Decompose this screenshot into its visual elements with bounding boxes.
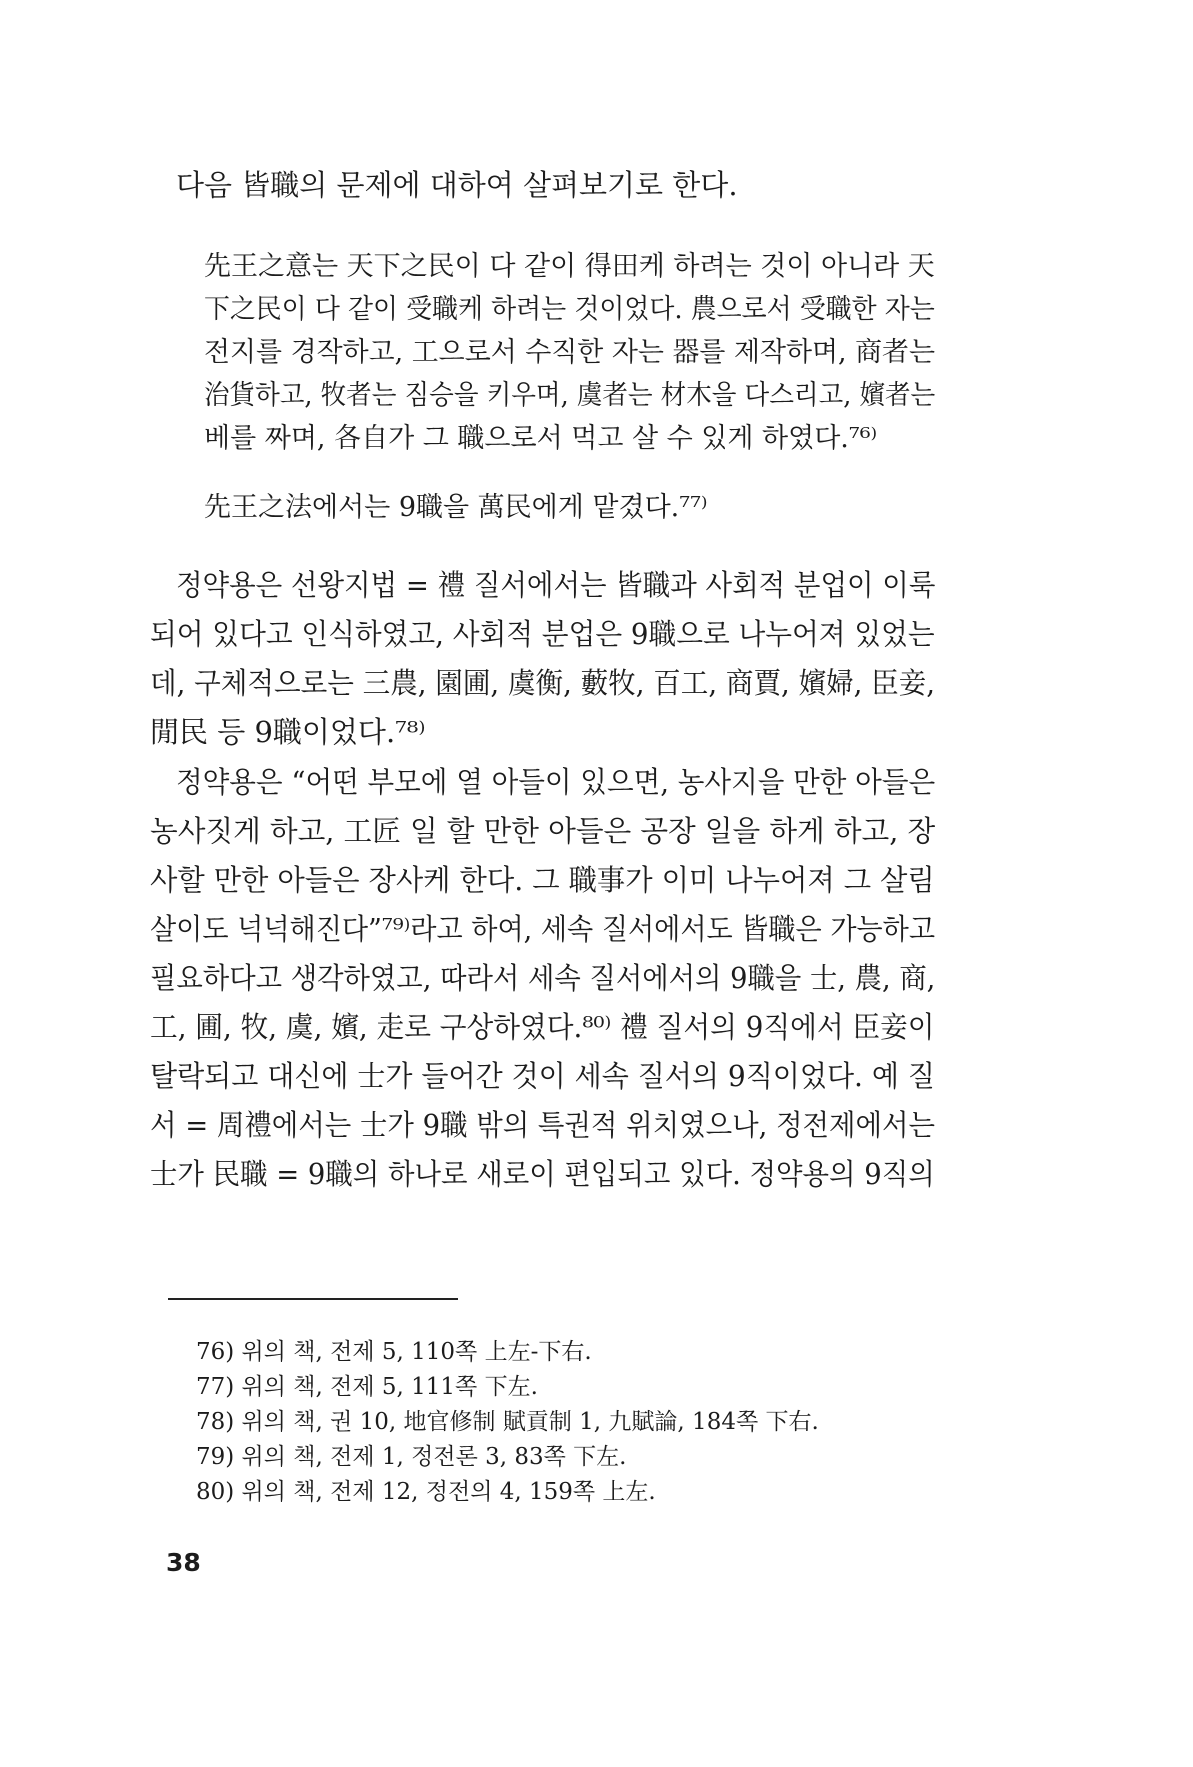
paragraph-line: 工, 圃, 牧, 虞, 嬪, 走로 구상하였다.⁸⁰⁾ 禮 질서의 9직에서 臣妾이: [150, 1010, 935, 1044]
paragraph-line: 살이도 넉넉해진다”⁷⁹⁾라고 하여, 세속 질서에서도 皆職은 가능하고: [150, 912, 936, 946]
paragraph-line: 士가 民職 = 9職의 하나로 새로이 편입되고 있다. 정약용의 9직의: [150, 1157, 935, 1191]
footnote: 77) 위의 책, 전제 5, 111쪽 下左.: [196, 1374, 538, 1400]
paragraph-line: 閒民 등 9職이었다.⁷⁸⁾: [150, 715, 426, 749]
intro-line: 다음 皆職의 문제에 대하여 살펴보기로 한다.: [176, 168, 738, 202]
footnote: 76) 위의 책, 전제 5, 110쪽 上左-下右.: [196, 1339, 592, 1365]
paragraph-line: 정약용은 선왕지법 = 禮 질서에서는 皆職과 사회적 분업이 이룩: [176, 568, 936, 602]
quote-line: 베를 짜며, 各自가 그 職으로서 먹고 살 수 있게 하였다.⁷⁶⁾: [204, 423, 878, 454]
footnote-divider: [168, 1298, 458, 1300]
footnote: 78) 위의 책, 권 10, 地官修制 賦貢制 1, 九賦論, 184쪽 下右.: [196, 1409, 819, 1435]
footnote: 80) 위의 책, 전제 12, 정전의 4, 159쪽 上左.: [196, 1479, 656, 1505]
paragraph-line: 사할 만한 아들은 장사케 한다. 그 職事가 이미 나누어져 그 살림: [150, 863, 935, 897]
quote-line: 治貨하고, 牧者는 짐승을 키우며, 虞者는 材木을 다스리고, 嬪者는: [204, 380, 936, 411]
page-number: 38: [166, 1548, 201, 1577]
paragraph-line: 되어 있다고 인식하였고, 사회적 분업은 9職으로 나누어져 있었는: [150, 617, 935, 651]
quote-line: 下之民이 다 같이 受職케 하려는 것이었다. 農으로서 受職한 자는: [204, 294, 935, 325]
paragraph-line: 정약용은 “어떤 부모에 열 아들이 있으면, 농사지을 만한 아들은: [176, 765, 936, 799]
quote-line: 先王之法에서는 9職을 萬民에게 맡겼다.⁷⁷⁾: [204, 492, 708, 523]
paragraph-line: 서 = 周禮에서는 士가 9職 밖의 특권적 위치였으나, 정전제에서는: [150, 1108, 936, 1142]
paragraph-line: 데, 구체적으로는 三農, 園圃, 虞衡, 藪牧, 百工, 商賈, 嬪婦, 臣妾,: [150, 666, 936, 700]
quote-line: 전지를 경작하고, 工으로서 수직한 자는 器를 제작하며, 商者는: [204, 337, 935, 368]
quote-line: 先王之意는 天下之民이 다 같이 得田케 하려는 것이 아니라 天: [204, 251, 935, 282]
footnote: 79) 위의 책, 전제 1, 정전론 3, 83쪽 下左.: [196, 1444, 627, 1470]
paragraph-line: 필요하다고 생각하였고, 따라서 세속 질서에서의 9職을 士, 農, 商,: [150, 961, 936, 995]
paragraph-line: 탈락되고 대신에 士가 들어간 것이 세속 질서의 9직이었다. 예 질: [150, 1059, 935, 1093]
paragraph-line: 농사짓게 하고, 工匠 일 할 만한 아들은 공장 일을 하게 하고, 장: [150, 814, 936, 848]
